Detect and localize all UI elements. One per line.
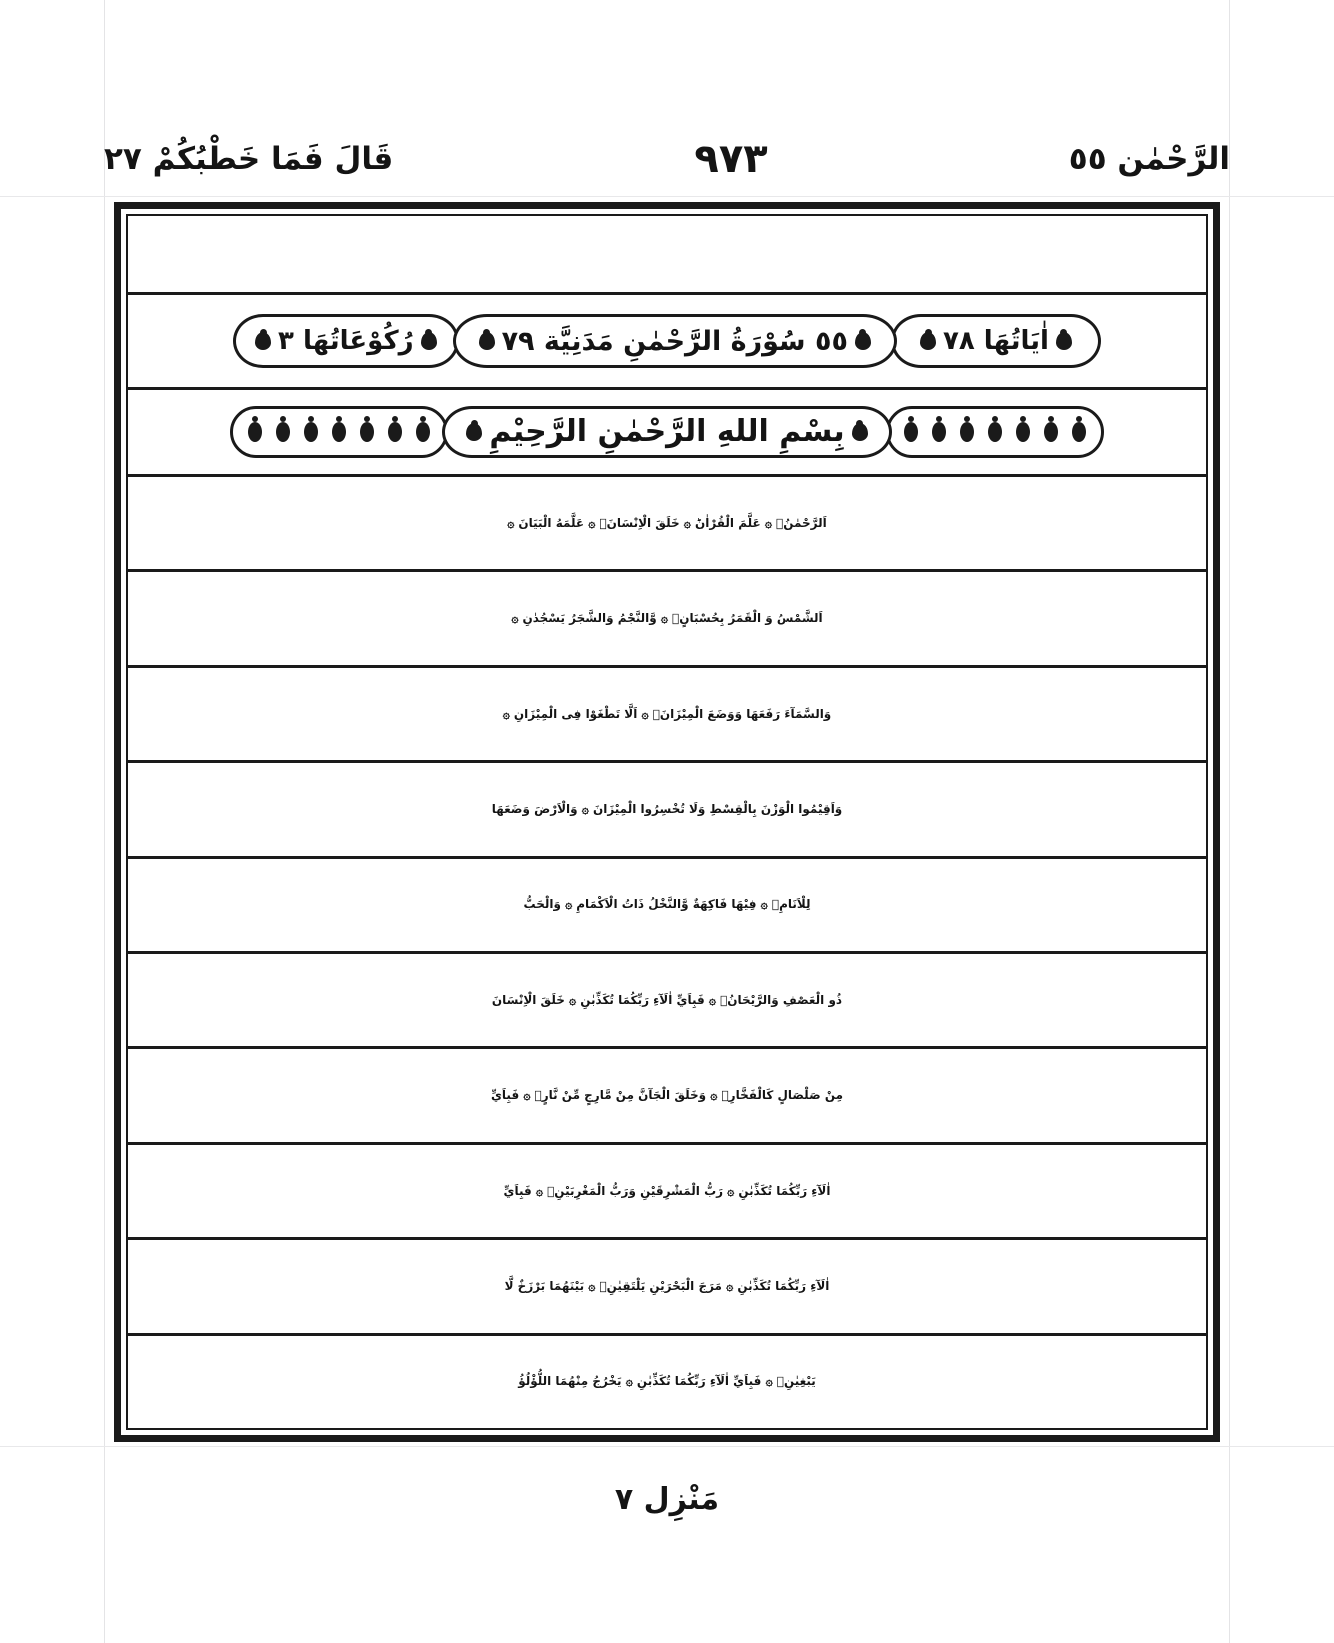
ruku-count-label: رُكُوْعَاتُهَا ٣ [278, 326, 414, 356]
scan-guide-top [0, 196, 1334, 197]
scan-guide-right [1229, 0, 1230, 1643]
bismillah-text: بِسْمِ اللهِ الرَّحْمٰنِ الرَّحِيْمِ [489, 414, 845, 449]
floret-ornament-icon [852, 328, 874, 354]
dot-ornament-icon [360, 422, 374, 442]
dot-ornament-icon [932, 422, 946, 442]
dot-ornament-icon [248, 422, 262, 442]
surah-title-band [128, 295, 1206, 390]
floret-ornament-icon [1053, 328, 1075, 354]
ayah-line-text: اٰلَآءِ رَبِّكُمَا تُكَذِّبٰنِ ۞ رَبُّ الْمَشْرِقَيْنِ وَرَبُّ الْمَغْرِبَيْنِۚ ۞ فَبِاَيِّ [503, 1183, 831, 1198]
bismillah-ornament-left [230, 406, 448, 458]
ayah-line-text: لِلْاَنَامِۙ ۞ فِيْهَا فَاكِهَةٌ وَّالنَّخْلُ ذَاتُ الْاَكْمَامِ ۞ وَالْحَبُّ [523, 897, 811, 912]
floret-ornament-icon [476, 328, 498, 354]
ayah-line [128, 572, 1206, 667]
dot-ornament-icon [416, 422, 430, 442]
dot-ornament-icon [960, 422, 974, 442]
ayah-line [128, 477, 1206, 572]
cartouche-ayah-count [891, 314, 1101, 368]
dot-ornament-icon [388, 422, 402, 442]
manzil-label: مَنْزِل ٧ [614, 1482, 720, 1517]
ayah-line-text: اٰلَآءِ رَبِّكُمَا تُكَذِّبٰنِ ۞ مَرَجَ الْبَحْرَيْنِ يَلْتَقِيٰنِۙ ۞ بَيْنَهُمَا بَرْزَخٌ لَّا [504, 1278, 830, 1293]
bismillah-center [442, 406, 891, 458]
ayah-line-text: ذُو الْعَصْفِ وَالرَّيْحَانُۚ ۞ فَبِاَيِّ اٰلَآءِ رَبِّكُمَا تُكَذِّبٰنِ ۞ خَلَقَ الْاِنْسَانَ [491, 992, 843, 1007]
ayah-line-text: مِنْ صَلْصَالٍ كَالْفَخَّارِۙ ۞ وَخَلَقَ الْجَآنَّ مِنْ مَّارِجٍ مِّنْ نَّارٍۚ ۞ فَبِاَيِّ [490, 1088, 844, 1103]
page-footer [114, 1470, 1220, 1530]
scan-guide-left [104, 0, 105, 1643]
dot-ornament-icon [304, 422, 318, 442]
running-head-surah: الرَّحْمٰن ٥٥ [1068, 140, 1230, 177]
bismillah-band [128, 390, 1206, 477]
ayah-line [128, 1145, 1206, 1240]
dot-ornament-icon [904, 422, 918, 442]
cartouche-ruku-count [233, 314, 459, 368]
dot-ornament-icon [988, 422, 1002, 442]
floret-ornament-icon [463, 419, 485, 445]
ayah-line [128, 859, 1206, 954]
dot-ornament-icon [1072, 422, 1086, 442]
ayah-line [128, 668, 1206, 763]
dot-ornament-icon [276, 422, 290, 442]
blank-band [128, 216, 1206, 295]
mushaf-inner-frame [126, 214, 1208, 1430]
ayah-line [128, 1336, 1206, 1428]
surah-title-cartouche [233, 314, 1101, 368]
dot-ornament-icon [1044, 422, 1058, 442]
ayah-line [128, 1049, 1206, 1144]
ayah-count-label: اٰيَاتُهَا ٧٨ [943, 326, 1049, 356]
bismillah-cartouche [230, 406, 1103, 458]
ayah-line-text: يَبْغِيٰنِۚ ۞ فَبِاَيِّ اٰلَآءِ رَبِّكُمَا تُكَذِّبٰنِ ۞ يَخْرُجُ مِنْهُمَا اللُّؤْلُؤُ [518, 1374, 816, 1389]
cartouche-surah-name [453, 314, 897, 368]
bismillah-ornament-right [886, 406, 1104, 458]
ayah-line-text: وَاَقِيْمُوا الْوَزْنَ بِالْقِسْطِ وَلَا تُخْسِرُوا الْمِيْزَانَ ۞ وَالْاَرْضَ وَضَعَهَا [491, 801, 843, 816]
ayah-line-text: اَلرَّحْمٰنُۙ ۞ عَلَّمَ الْقُرْاٰنَؕ ۞ خَلَقَ الْاِنْسَانَۙ ۞ عَلَّمَهُ الْبَيَانَ ۞ [507, 515, 827, 530]
ayah-line [128, 1240, 1206, 1335]
running-head [104, 128, 1230, 190]
floret-ornament-icon [252, 328, 274, 354]
ayah-line-text: اَلشَّمْسُ وَ الْقَمَرُ بِحُسْبَانٍۙ ۞ وَّالنَّجْمُ وَالشَّجَرُ يَسْجُدٰنِ ۞ [511, 611, 823, 626]
floret-ornament-icon [418, 328, 440, 354]
mushaf-page-frame [114, 202, 1220, 1442]
ayah-line-text: وَالسَّمَآءَ رَفَعَهَا وَوَضَعَ الْمِيْزَانَۙ ۞ اَلَّا تَطْغَوْا فِى الْمِيْزَانِ ۞ [502, 706, 832, 721]
dot-ornament-icon [332, 422, 346, 442]
page-number: ٩٧٣ [694, 136, 768, 182]
ayah-line [128, 763, 1206, 858]
ayah-line [128, 954, 1206, 1049]
floret-ornament-icon [849, 419, 871, 445]
dot-ornament-icon [1016, 422, 1030, 442]
floret-ornament-icon [917, 328, 939, 354]
running-head-juz: قَالَ فَمَا خَطْبُكُمْ ٢٧ [104, 140, 394, 177]
surah-name-label: ٥٥ سُوْرَةُ الرَّحْمٰنِ مَدَنِيَّة ٧٩ [501, 325, 848, 357]
scan-guide-bottom [0, 1446, 1334, 1447]
